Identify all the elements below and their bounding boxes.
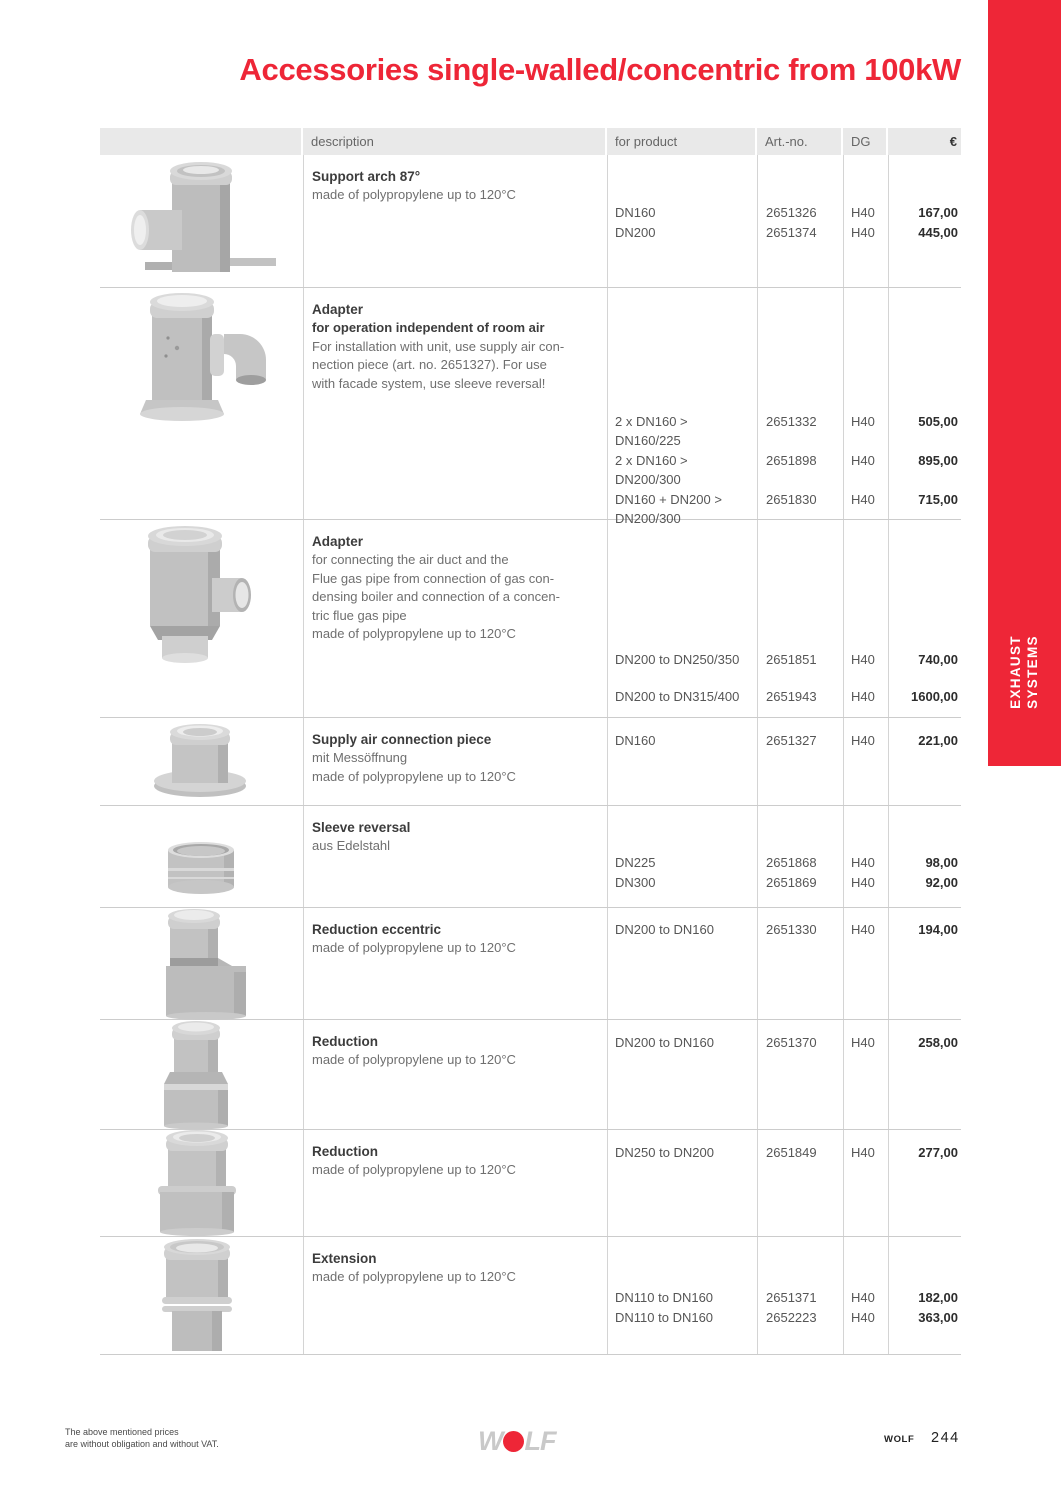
adapter-duct-icon: [100, 520, 303, 718]
for-product-value: DN160: [615, 733, 656, 748]
accessories-table: [100, 128, 961, 1355]
table-row: [100, 718, 961, 806]
tee-fitting-icon: [100, 155, 303, 288]
product-title: Adapter: [312, 534, 364, 549]
product-variant-row: [607, 853, 961, 872]
art-no-value: 2652223: [766, 1310, 817, 1325]
product-image-extension: [100, 1237, 303, 1354]
table-row: [100, 288, 961, 526]
dg-value: H40: [851, 652, 875, 667]
product-desc-line: densing boiler and connection of a concen-: [312, 589, 560, 604]
product-desc-line: made of polypropylene up to 120°C: [312, 1162, 516, 1177]
product-desc-bold-line: for operation independent of room air: [312, 320, 545, 335]
price-value: 167,00: [918, 205, 958, 220]
art-no-value: 2651332: [766, 414, 817, 429]
product-title: Reduction: [312, 1034, 378, 1049]
product-title: Sleeve reversal: [312, 820, 411, 835]
art-no-value: 2651370: [766, 1035, 817, 1050]
price-value: 1600,00: [911, 689, 958, 704]
price-value: 92,00: [925, 875, 958, 890]
product-desc-line: aus Edelstahl: [312, 838, 391, 853]
table-row: [100, 1237, 961, 1355]
product-variant-row: [607, 920, 961, 939]
product-image-reduction: [100, 1020, 303, 1129]
table-header-row: [100, 128, 961, 155]
price-value: 363,00: [918, 1310, 958, 1325]
eccentric-reducer-icon: [100, 908, 303, 1020]
product-variant-row: [607, 223, 961, 242]
sleeve-ring-icon: [100, 806, 303, 908]
product-image-supply-air: [100, 718, 303, 805]
for-product-value: DN250 to DN200: [615, 1145, 714, 1160]
for-product-value: DN200 to DN315/400: [615, 689, 740, 704]
for-product-value: 2 x DN160 > DN200/300: [615, 453, 688, 487]
header-currency: €: [888, 128, 961, 155]
flanged-socket-icon: [100, 718, 303, 806]
for-product-value: DN160: [615, 205, 656, 220]
art-no-value: 2651849: [766, 1145, 817, 1160]
product-variant-row: [607, 1288, 961, 1307]
art-no-value: 2651869: [766, 875, 817, 890]
product-desc-line: mit Messöffnung: [312, 750, 408, 765]
product-variant-row: [607, 1143, 961, 1162]
art-no-value: 2651943: [766, 689, 817, 704]
dg-value: H40: [851, 1035, 875, 1050]
header-dg: DG: [843, 128, 888, 155]
product-title: Supply air connection piece: [312, 732, 492, 747]
for-product-value: DN200 to DN160: [615, 922, 714, 937]
table-row: [100, 155, 961, 288]
wolf-logo-icon: [478, 1428, 555, 1455]
product-image-support-arch: [100, 155, 303, 287]
price-value: 221,00: [918, 733, 958, 748]
disclaimer-line-1: The above mentioned prices: [65, 1427, 179, 1437]
price-value: 505,00: [918, 414, 958, 429]
product-desc-line: for connecting the air duct and the: [312, 552, 509, 567]
exhaust-systems-tab-label: [1007, 635, 1041, 709]
table-row: [100, 520, 961, 718]
art-no-value: 2651851: [766, 652, 817, 667]
product-image-sleeve: [100, 806, 303, 907]
for-product-value: DN225: [615, 855, 656, 870]
disclaimer-line-2: are without obligation and without VAT.: [65, 1438, 219, 1449]
for-product-value: DN200 to DN160: [615, 1035, 714, 1050]
product-title: Extension: [312, 1251, 377, 1266]
price-value: 445,00: [918, 225, 958, 240]
dg-value: H40: [851, 1310, 875, 1325]
footer-brand: WOLF: [884, 1434, 915, 1445]
concentric-reducer-icon: [100, 1020, 303, 1130]
dg-value: H40: [851, 875, 875, 890]
product-desc-line: made of polypropylene up to 120°C: [312, 1052, 516, 1067]
price-disclaimer: [65, 1427, 219, 1450]
product-variant-row: [607, 1033, 961, 1052]
art-no-value: 2651830: [766, 492, 817, 507]
product-variant-row: [607, 412, 961, 450]
product-image-adapter-elbow: [100, 288, 303, 519]
art-no-value: 2651898: [766, 453, 817, 468]
for-product-value: DN110 to DN160: [615, 1290, 714, 1305]
product-title: Adapter: [312, 302, 364, 317]
price-value: 895,00: [918, 453, 958, 468]
header-description: description: [303, 128, 607, 155]
dg-value: H40: [851, 855, 875, 870]
dg-value: H40: [851, 1290, 875, 1305]
product-desc-line: nection piece (art. no. 2651327). For use: [312, 357, 547, 372]
extension-pipe-icon: [100, 1237, 303, 1355]
table-row: [100, 806, 961, 908]
price-value: 182,00: [918, 1290, 958, 1305]
dg-value: H40: [851, 205, 875, 220]
art-no-value: 2651330: [766, 922, 817, 937]
product-desc-line: Flue gas pipe from connection of gas con-: [312, 570, 555, 586]
price-value: 98,00: [925, 855, 958, 870]
for-product-value: DN110 to DN160: [615, 1310, 714, 1325]
dg-value: H40: [851, 922, 875, 937]
product-variant-row: [607, 687, 961, 706]
product-desc-line: made of polypropylene up to 120°C: [312, 940, 516, 955]
tab-line-2: SYSTEMS: [1025, 635, 1040, 709]
dg-value: H40: [851, 225, 875, 240]
product-image-reduction-large: [100, 1130, 303, 1236]
price-value: 277,00: [918, 1145, 958, 1160]
dg-value: H40: [851, 453, 875, 468]
product-desc-line: made of polypropylene up to 120°C: [312, 626, 516, 641]
product-image-adapter-duct: [100, 520, 303, 717]
dg-value: H40: [851, 414, 875, 429]
product-variant-row: [607, 451, 961, 489]
art-no-value: 2651374: [766, 225, 817, 240]
page-title: Accessories single-walled/concentric from 100kW: [239, 52, 961, 87]
tab-line-1: EXHAUST: [1008, 635, 1023, 709]
product-variant-row: [607, 1308, 961, 1327]
product-desc-line: tric flue gas pipe: [312, 607, 407, 623]
product-desc-line: made of polypropylene up to 120°C: [312, 768, 516, 784]
logo-letter-w: W: [478, 1426, 503, 1456]
product-desc-line: For installation with unit, use supply air con-: [312, 338, 565, 354]
product-desc-line: made of polypropylene up to 120°C: [312, 187, 516, 202]
page-number: 244: [931, 1430, 960, 1446]
logo-red-dot: [503, 1431, 524, 1452]
for-product-value: DN160 + DN200 > DN200/300: [615, 492, 722, 526]
price-value: 715,00: [918, 492, 958, 507]
header-for-product: for product: [607, 128, 757, 155]
dg-value: H40: [851, 1145, 875, 1160]
header-art-no: Art.-no.: [757, 128, 843, 155]
product-variant-row: [607, 873, 961, 892]
table-row: [100, 908, 961, 1020]
for-product-value: DN200 to DN250/350: [615, 652, 740, 667]
product-desc-line: made of polypropylene up to 120°C: [312, 1269, 516, 1284]
dg-value: H40: [851, 689, 875, 704]
table-row: [100, 1020, 961, 1130]
exhaust-systems-tab: [988, 0, 1061, 766]
for-product-value: 2 x DN160 > DN160/225: [615, 414, 688, 448]
product-desc-line: with facade system, use sleeve reversal!: [312, 375, 546, 391]
price-value: 740,00: [918, 652, 958, 667]
product-title: Reduction eccentric: [312, 922, 442, 937]
art-no-value: 2651371: [766, 1290, 817, 1305]
art-no-value: 2651327: [766, 733, 817, 748]
product-image-reduction-eccentric: [100, 908, 303, 1019]
product-title: Support arch 87°: [312, 169, 421, 184]
art-no-value: 2651868: [766, 855, 817, 870]
product-title: Reduction: [312, 1144, 378, 1159]
table-row: [100, 1130, 961, 1237]
product-variant-row: [607, 731, 961, 750]
large-reducer-icon: [100, 1130, 303, 1237]
product-variant-row: [607, 203, 961, 222]
logo-letters-lf: LF: [524, 1426, 556, 1456]
price-value: 194,00: [918, 922, 958, 937]
dg-value: H40: [851, 733, 875, 748]
header-image-col: [100, 128, 303, 155]
art-no-value: 2651326: [766, 205, 817, 220]
for-product-value: DN300: [615, 875, 656, 890]
adapter-elbow-icon: [100, 288, 303, 433]
dg-value: H40: [851, 492, 875, 507]
product-variant-row: [607, 650, 961, 669]
price-value: 258,00: [918, 1035, 958, 1050]
for-product-value: DN200: [615, 225, 656, 240]
